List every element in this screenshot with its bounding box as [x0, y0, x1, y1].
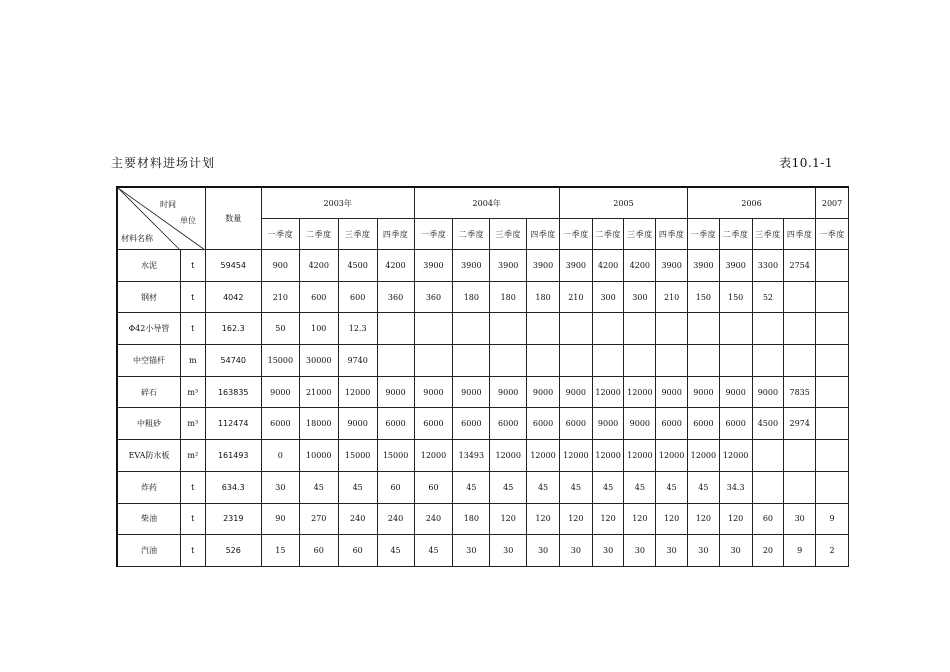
unit-cell: t: [181, 503, 206, 535]
quarter-header: 三季度: [490, 219, 527, 250]
quantity-cell: 2319: [205, 503, 261, 535]
quantity-cell: 162.3: [205, 313, 261, 345]
quarter-value-cell: [784, 313, 816, 345]
quarter-value-cell: 20: [752, 535, 784, 567]
quarter-value-cell: 240: [414, 503, 453, 535]
quarter-value-cell: 6000: [414, 408, 453, 440]
quarter-value-cell: 3900: [414, 250, 453, 282]
quarter-value-cell: [816, 313, 849, 345]
quarter-value-cell: 34.3: [719, 471, 752, 503]
unit-cell: t: [181, 471, 206, 503]
quantity-cell: 59454: [205, 250, 261, 282]
quarter-value-cell: 9740: [338, 345, 377, 377]
quarter-value-cell: 210: [559, 281, 592, 313]
quantity-cell: 161493: [205, 440, 261, 472]
quarter-value-cell: 9000: [377, 376, 414, 408]
material-name-cell: Φ42小导管: [117, 313, 181, 345]
material-name-cell: EVA防水板: [117, 440, 181, 472]
unit-cell: t: [181, 313, 206, 345]
quarter-value-cell: 3900: [719, 250, 752, 282]
table-row: [117, 408, 849, 440]
quarter-value-cell: 150: [719, 281, 752, 313]
quarter-value-cell: [816, 408, 849, 440]
quarter-value-cell: 210: [261, 281, 299, 313]
quarter-value-cell: 90: [261, 503, 299, 535]
quarter-value-cell: 6000: [490, 408, 527, 440]
quarter-value-cell: 30: [592, 535, 624, 567]
unit-cell: t: [181, 535, 206, 567]
quarter-header: 四季度: [784, 219, 816, 250]
quarter-value-cell: 30: [490, 535, 527, 567]
quarter-value-cell: 270: [299, 503, 338, 535]
quarter-value-cell: 18000: [299, 408, 338, 440]
quarter-value-cell: [656, 313, 688, 345]
quarter-value-cell: 12000: [592, 440, 624, 472]
quarter-value-cell: 2754: [784, 250, 816, 282]
header-corner-cell: [117, 187, 205, 250]
quarter-value-cell: [688, 313, 720, 345]
unit-cell: t: [181, 281, 206, 313]
quarter-value-cell: 120: [656, 503, 688, 535]
quarter-value-cell: [453, 345, 490, 377]
quarter-value-cell: 30: [656, 535, 688, 567]
quarter-value-cell: 45: [453, 471, 490, 503]
quarter-value-cell: 360: [377, 281, 414, 313]
quarter-value-cell: [624, 313, 656, 345]
quarter-value-cell: 6000: [377, 408, 414, 440]
quarter-value-cell: 45: [592, 471, 624, 503]
quantity-header: 数量: [205, 187, 261, 250]
table-number: 表10.1-1: [779, 156, 833, 170]
quarter-value-cell: 4200: [624, 250, 656, 282]
quarter-header: 一季度: [414, 219, 453, 250]
quarter-value-cell: 9000: [592, 408, 624, 440]
quarter-value-cell: 3300: [752, 250, 784, 282]
quarter-value-cell: 30: [453, 535, 490, 567]
quarter-value-cell: 9000: [261, 376, 299, 408]
quarter-value-cell: 9: [816, 503, 849, 535]
quarter-value-cell: [377, 313, 414, 345]
quarter-value-cell: 30000: [299, 345, 338, 377]
quarter-value-cell: 30: [261, 471, 299, 503]
quarter-value-cell: 60: [377, 471, 414, 503]
quarter-header: 一季度: [688, 219, 720, 250]
year-header: 2003年: [261, 187, 414, 219]
quarter-value-cell: 600: [299, 281, 338, 313]
quarter-value-cell: 21000: [299, 376, 338, 408]
material-name-cell: 中空锚杆: [117, 345, 181, 377]
quarter-value-cell: 45: [377, 535, 414, 567]
year-header: 2007: [816, 187, 849, 219]
quarter-value-cell: 45: [527, 471, 560, 503]
quarter-value-cell: [490, 345, 527, 377]
quarter-value-cell: 50: [261, 313, 299, 345]
table-row: [117, 250, 849, 282]
quantity-cell: 112474: [205, 408, 261, 440]
quarter-value-cell: 150: [688, 281, 720, 313]
quarter-header: 一季度: [816, 219, 849, 250]
quarter-value-cell: 9: [784, 535, 816, 567]
quarter-value-cell: 30: [719, 535, 752, 567]
quarter-value-cell: 60: [414, 471, 453, 503]
material-name-cell: 碎石: [117, 376, 181, 408]
quarter-value-cell: 9000: [688, 376, 720, 408]
quantity-cell: 4042: [205, 281, 261, 313]
unit-cell: m²: [181, 440, 206, 472]
quarter-value-cell: 15: [261, 535, 299, 567]
quarter-value-cell: [752, 471, 784, 503]
quarter-header: 二季度: [453, 219, 490, 250]
quarter-header: 一季度: [559, 219, 592, 250]
quarter-value-cell: [527, 313, 560, 345]
table-row: [117, 535, 849, 567]
quarter-value-cell: 120: [592, 503, 624, 535]
quarter-value-cell: 9000: [719, 376, 752, 408]
quarter-value-cell: 0: [261, 440, 299, 472]
quarter-value-cell: [816, 345, 849, 377]
quarter-value-cell: 240: [338, 503, 377, 535]
quarter-value-cell: [784, 281, 816, 313]
quarter-value-cell: 45: [559, 471, 592, 503]
quarter-value-cell: 6000: [261, 408, 299, 440]
quarter-value-cell: 4200: [377, 250, 414, 282]
quarter-value-cell: 12000: [624, 440, 656, 472]
quarter-value-cell: [784, 471, 816, 503]
quarter-value-cell: [752, 345, 784, 377]
quarter-value-cell: 52: [752, 281, 784, 313]
quarter-value-cell: 15000: [338, 440, 377, 472]
quarter-value-cell: 12000: [490, 440, 527, 472]
quarter-value-cell: 3900: [656, 250, 688, 282]
quarter-value-cell: [816, 440, 849, 472]
year-header: 2006: [688, 187, 816, 219]
quantity-cell: 163835: [205, 376, 261, 408]
quarter-value-cell: [752, 313, 784, 345]
quarter-value-cell: 12000: [592, 376, 624, 408]
quarter-value-cell: 12000: [527, 440, 560, 472]
quarter-value-cell: 360: [414, 281, 453, 313]
table-row: [117, 440, 849, 472]
quarter-value-cell: 12000: [559, 440, 592, 472]
quarter-value-cell: 300: [624, 281, 656, 313]
quantity-cell: 634.3: [205, 471, 261, 503]
quarter-value-cell: 3900: [527, 250, 560, 282]
year-header: 2004年: [414, 187, 559, 219]
quarter-value-cell: [592, 313, 624, 345]
table-row: [117, 376, 849, 408]
quarter-value-cell: 45: [338, 471, 377, 503]
quarter-header: 二季度: [299, 219, 338, 250]
quarter-header: 四季度: [656, 219, 688, 250]
quarter-value-cell: 4500: [338, 250, 377, 282]
quarter-value-cell: 3900: [453, 250, 490, 282]
quarter-value-cell: 45: [624, 471, 656, 503]
quarter-value-cell: 10000: [299, 440, 338, 472]
quarter-value-cell: 180: [527, 281, 560, 313]
quarter-value-cell: [490, 313, 527, 345]
quarter-header: 三季度: [752, 219, 784, 250]
quarter-value-cell: 13493: [453, 440, 490, 472]
material-name-cell: 中粗砂: [117, 408, 181, 440]
material-plan-table: [116, 186, 849, 567]
unit-cell: m: [181, 345, 206, 377]
quarter-value-cell: 45: [656, 471, 688, 503]
quarter-value-cell: 600: [338, 281, 377, 313]
quarter-value-cell: 7835: [784, 376, 816, 408]
quarter-value-cell: 6000: [688, 408, 720, 440]
quarter-value-cell: 6000: [656, 408, 688, 440]
quarter-value-cell: 900: [261, 250, 299, 282]
quarter-value-cell: 12000: [656, 440, 688, 472]
material-name-cell: 汽油: [117, 535, 181, 567]
quarter-value-cell: 45: [688, 471, 720, 503]
quarter-value-cell: 30: [527, 535, 560, 567]
quarter-value-cell: 9000: [527, 376, 560, 408]
table-row: [117, 313, 849, 345]
quarter-value-cell: [656, 345, 688, 377]
quarter-value-cell: 60: [752, 503, 784, 535]
quarter-value-cell: 4200: [592, 250, 624, 282]
quarter-value-cell: 120: [624, 503, 656, 535]
quarter-value-cell: [377, 345, 414, 377]
quarter-value-cell: 60: [338, 535, 377, 567]
quarter-value-cell: [453, 313, 490, 345]
quarter-value-cell: 60: [299, 535, 338, 567]
quarter-value-cell: 3900: [688, 250, 720, 282]
year-header: 2005: [559, 187, 687, 219]
quarter-value-cell: 6000: [559, 408, 592, 440]
quarter-header: 四季度: [377, 219, 414, 250]
quarter-value-cell: 30: [559, 535, 592, 567]
quarter-value-cell: 45: [299, 471, 338, 503]
quarter-value-cell: 2: [816, 535, 849, 567]
quarter-header: 二季度: [719, 219, 752, 250]
quarter-value-cell: 100: [299, 313, 338, 345]
quarter-value-cell: 9000: [656, 376, 688, 408]
quarter-value-cell: 9000: [453, 376, 490, 408]
quarter-value-cell: [414, 345, 453, 377]
quarter-value-cell: 4200: [299, 250, 338, 282]
quarter-header: 三季度: [338, 219, 377, 250]
quarter-value-cell: [719, 313, 752, 345]
quarter-value-cell: 12000: [719, 440, 752, 472]
quarter-value-cell: 9000: [490, 376, 527, 408]
quarter-value-cell: [688, 345, 720, 377]
material-name-cell: 水泥: [117, 250, 181, 282]
quarter-value-cell: [527, 345, 560, 377]
table-row: [117, 503, 849, 535]
page-title: 主要材料进场计划: [111, 156, 216, 170]
unit-cell: t: [181, 250, 206, 282]
quarter-value-cell: [592, 345, 624, 377]
material-name-cell: 柴油: [117, 503, 181, 535]
table-row: [117, 281, 849, 313]
quarter-value-cell: 30: [624, 535, 656, 567]
table-row: [117, 471, 849, 503]
quarter-value-cell: [559, 345, 592, 377]
quarter-value-cell: 15000: [377, 440, 414, 472]
quarter-value-cell: 9000: [559, 376, 592, 408]
quantity-cell: 526: [205, 535, 261, 567]
quarter-value-cell: 12000: [338, 376, 377, 408]
quarter-value-cell: 12.3: [338, 313, 377, 345]
quarter-value-cell: 12000: [688, 440, 720, 472]
unit-cell: m³: [181, 408, 206, 440]
quarter-value-cell: [752, 440, 784, 472]
quarter-value-cell: 120: [719, 503, 752, 535]
quarter-value-cell: [624, 345, 656, 377]
quarter-value-cell: 300: [592, 281, 624, 313]
quarter-header: 一季度: [261, 219, 299, 250]
material-name-cell: 炸药: [117, 471, 181, 503]
quarter-value-cell: [719, 345, 752, 377]
corner-time-label: 时间: [160, 200, 176, 209]
quarter-value-cell: [816, 376, 849, 408]
quarter-value-cell: 6000: [719, 408, 752, 440]
quarter-value-cell: 12000: [414, 440, 453, 472]
quarter-value-cell: 9000: [752, 376, 784, 408]
material-name-cell: 钢材: [117, 281, 181, 313]
quarter-value-cell: [816, 250, 849, 282]
quarter-value-cell: 6000: [527, 408, 560, 440]
quarter-value-cell: 4500: [752, 408, 784, 440]
quarter-value-cell: [559, 313, 592, 345]
quarter-value-cell: [784, 345, 816, 377]
quarter-value-cell: 9000: [338, 408, 377, 440]
quarter-value-cell: 15000: [261, 345, 299, 377]
quarter-value-cell: 210: [656, 281, 688, 313]
quarter-value-cell: [784, 440, 816, 472]
quarter-value-cell: 12000: [624, 376, 656, 408]
quarter-value-cell: 120: [527, 503, 560, 535]
quarter-value-cell: 30: [784, 503, 816, 535]
quarter-value-cell: 6000: [453, 408, 490, 440]
quarter-value-cell: 3900: [559, 250, 592, 282]
quarter-value-cell: 120: [490, 503, 527, 535]
quarter-value-cell: 9000: [414, 376, 453, 408]
table-row: [117, 345, 849, 377]
quarter-value-cell: 120: [559, 503, 592, 535]
quarter-value-cell: 180: [490, 281, 527, 313]
corner-unit-label: 单位: [180, 216, 196, 225]
quarter-value-cell: 120: [688, 503, 720, 535]
unit-cell: m³: [181, 376, 206, 408]
quarter-value-cell: 2974: [784, 408, 816, 440]
quarter-value-cell: 3900: [490, 250, 527, 282]
material-plan-table-viewport: [116, 186, 845, 567]
quarter-header: 三季度: [624, 219, 656, 250]
quarter-value-cell: 180: [453, 503, 490, 535]
quarter-value-cell: [816, 281, 849, 313]
quantity-cell: 54740: [205, 345, 261, 377]
quarter-value-cell: 180: [453, 281, 490, 313]
quarter-value-cell: 45: [414, 535, 453, 567]
quarter-header: 四季度: [527, 219, 560, 250]
quarter-value-cell: 9000: [624, 408, 656, 440]
quarter-value-cell: [816, 471, 849, 503]
quarter-value-cell: [414, 313, 453, 345]
quarter-value-cell: 45: [490, 471, 527, 503]
corner-material-label: 材料名称: [121, 234, 153, 243]
quarter-value-cell: 240: [377, 503, 414, 535]
quarter-header: 二季度: [592, 219, 624, 250]
quarter-value-cell: 30: [688, 535, 720, 567]
